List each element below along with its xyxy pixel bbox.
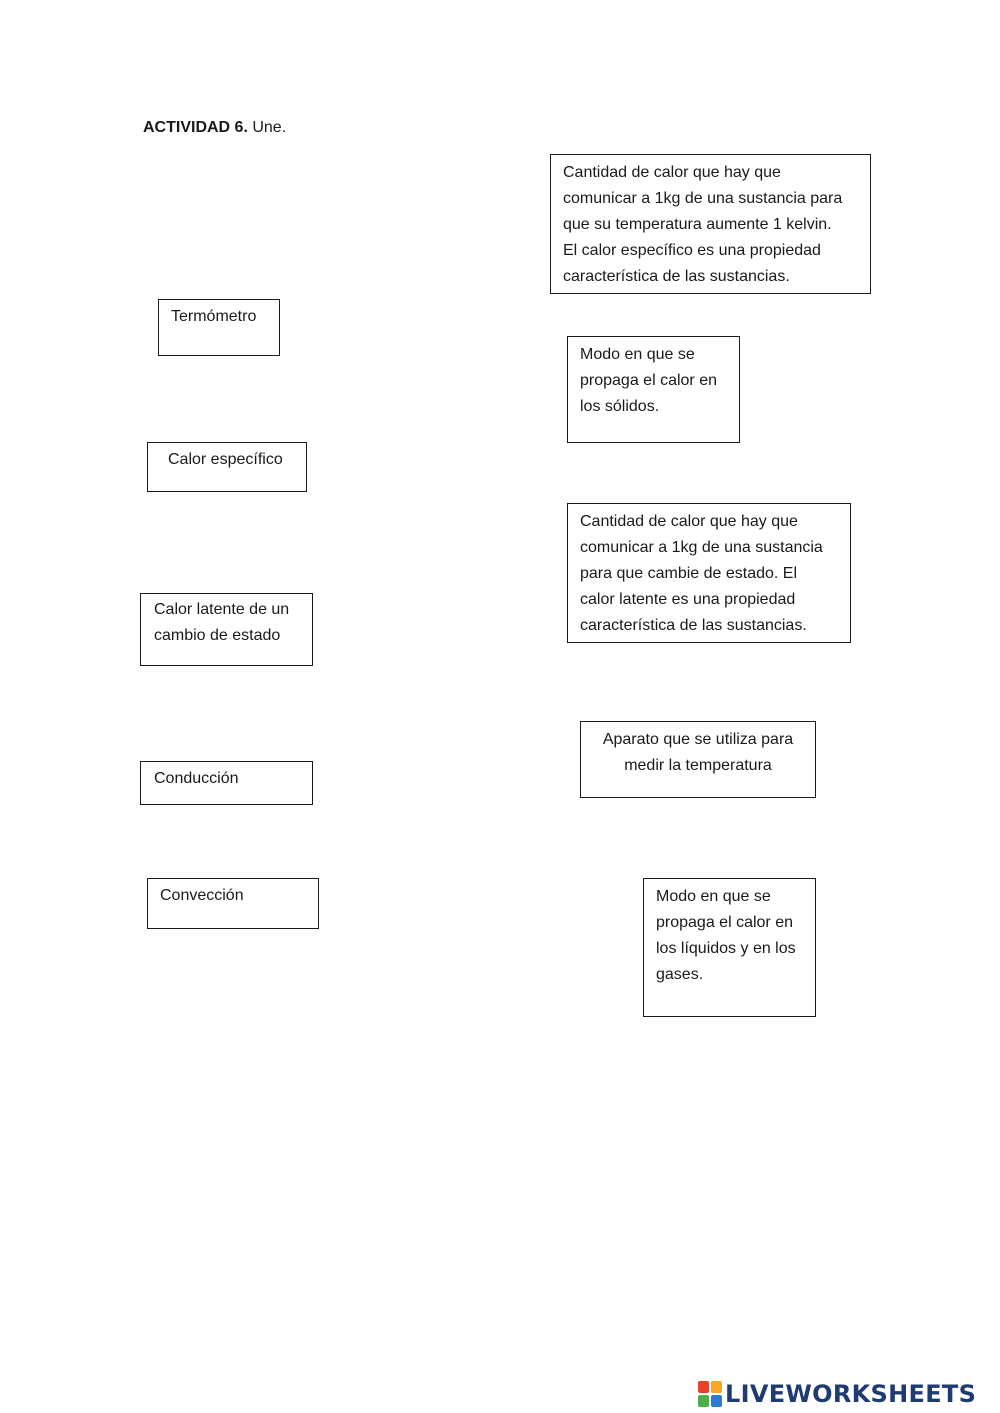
term-text: Calor específico [168, 451, 283, 468]
brand-name: LIVEWORKSHEETS [725, 1380, 977, 1408]
definition-box-conduccion[interactable] [567, 336, 740, 443]
definition-box-calor-especifico[interactable] [550, 154, 871, 294]
activity-instruction: Une. [247, 119, 287, 136]
definition-text: Aparato que se utiliza para medir la temperatura [602, 731, 794, 774]
brand-watermark [698, 1378, 976, 1410]
logo-tile [698, 1381, 709, 1393]
activity-title [143, 119, 286, 137]
logo-tile [711, 1395, 722, 1407]
definition-box-termometro[interactable] [580, 721, 816, 798]
definition-box-conveccion[interactable] [643, 878, 816, 1017]
term-box-calor-latente[interactable] [140, 593, 313, 666]
term-box-conduccion[interactable] [140, 761, 313, 805]
term-box-calor-especifico[interactable] [147, 442, 307, 492]
term-text: Termómetro [171, 308, 257, 325]
liveworksheets-logo-icon [698, 1381, 722, 1407]
activity-label: ACTIVIDAD 6. [143, 119, 248, 136]
term-text: Conducción [154, 770, 239, 787]
term-box-conveccion[interactable] [147, 878, 319, 929]
logo-tile [698, 1395, 709, 1407]
definition-text: Modo en que se propaga el calor en los sólidos. [580, 346, 717, 415]
definition-text: Cantidad de calor que hay que comunicar a 1kg de una sustancia para que su temperatura aumente 1 kelvin. El calor específico es una propiedad característica de las sustancias. [563, 164, 843, 285]
term-box-termometro[interactable] [158, 299, 280, 356]
term-text: Convección [160, 887, 244, 904]
logo-tile [711, 1381, 722, 1393]
definition-box-calor-latente[interactable] [567, 503, 851, 643]
definition-text: Modo en que se propaga el calor en los líquidos y en los gases. [656, 888, 796, 983]
definition-text: Cantidad de calor que hay que comunicar a 1kg de una sustancia para que cambie de estado. El calor latente es una propiedad característica de las sustancias. [580, 513, 823, 634]
term-text: Calor latente de un cambio de estado [154, 601, 290, 644]
